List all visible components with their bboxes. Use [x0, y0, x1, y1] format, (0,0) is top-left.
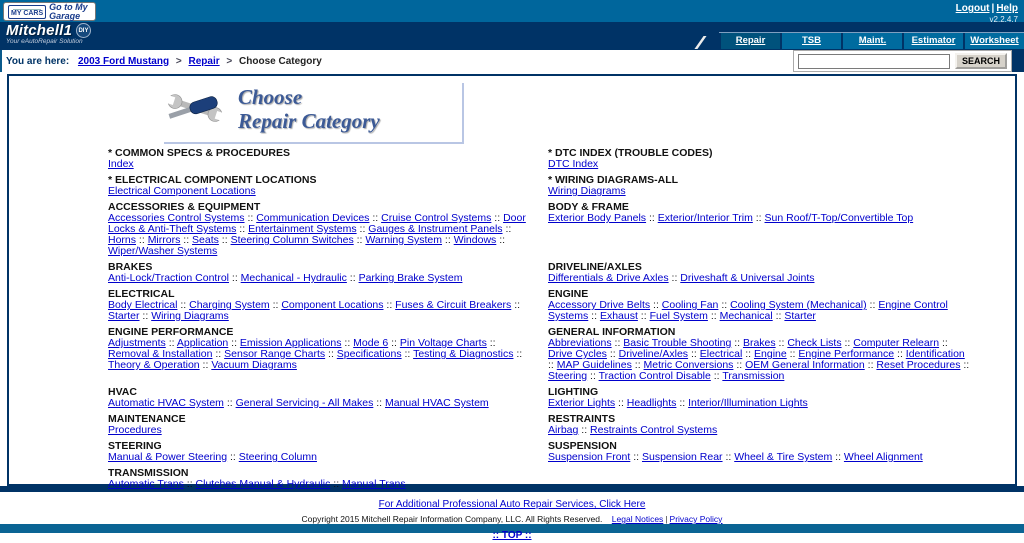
- category-link[interactable]: Computer Relearn: [853, 337, 940, 349]
- category-header: SUSPENSION: [548, 440, 617, 452]
- category-links: [108, 452, 533, 463]
- category-section: [548, 327, 973, 382]
- category-link[interactable]: Manual HVAC System: [385, 397, 489, 409]
- category-link[interactable]: Wiring Diagrams: [548, 185, 626, 197]
- link-separator: ::: [236, 223, 249, 235]
- category-link[interactable]: Windows: [453, 234, 497, 246]
- category-section: [108, 441, 533, 463]
- category-header: BODY & FRAME: [548, 201, 629, 213]
- category-section: [108, 468, 533, 490]
- link-divider: |: [991, 3, 995, 14]
- logout-link[interactable]: Logout: [955, 3, 990, 14]
- link-separator: ::: [199, 359, 212, 371]
- category-links: [108, 425, 533, 436]
- category-link[interactable]: Anti-Lock/Traction Control: [108, 272, 229, 284]
- link-separator: ::: [606, 348, 619, 360]
- category-links: [548, 425, 973, 436]
- category-link[interactable]: Starter: [108, 310, 140, 322]
- category-link[interactable]: Charging System: [189, 299, 270, 311]
- category-links: [108, 300, 533, 322]
- link-separator: ::: [486, 337, 496, 349]
- category-link[interactable]: Application: [176, 337, 229, 349]
- category-header: MAINTENANCE: [108, 413, 186, 425]
- tab-maint[interactable]: Maint.: [843, 33, 902, 49]
- link-separator: ::: [707, 310, 720, 322]
- link-separator: ::: [383, 299, 396, 311]
- category-link[interactable]: Exterior Body Panels: [548, 212, 647, 224]
- category-link[interactable]: Door Locks & Anti-Theft Systems: [108, 212, 526, 235]
- category-header: BRAKES: [108, 261, 153, 273]
- primary-tabs: [699, 32, 1024, 49]
- category-link[interactable]: Cooling System (Mechanical): [730, 299, 867, 311]
- category-link[interactable]: Driveshaft & Universal Joints: [680, 272, 815, 284]
- category-link[interactable]: Wiper/Washer Systems: [108, 245, 218, 257]
- link-separator: ::: [229, 272, 241, 284]
- link-separator: ::: [578, 424, 591, 436]
- category-link[interactable]: Wiring Diagrams: [151, 310, 229, 322]
- link-separator: ::: [894, 348, 906, 360]
- category-link[interactable]: Transmission: [722, 370, 785, 382]
- category-link[interactable]: Removal & Installation: [108, 348, 213, 360]
- category-link[interactable]: Accessories Control Systems: [108, 212, 245, 224]
- garage-button-label: Go to My Garage: [49, 1, 88, 21]
- link-separator: ::: [668, 272, 681, 284]
- category-section: [548, 289, 973, 322]
- category-section: [108, 327, 533, 382]
- category-link[interactable]: Steering Column: [238, 451, 317, 463]
- link-separator: ::: [491, 212, 504, 224]
- category-header: ACCESSORIES & EQUIPMENT: [108, 201, 261, 213]
- category-link[interactable]: Emission Applications: [239, 337, 342, 349]
- mitchell1-logo[interactable]: [6, 22, 91, 45]
- back-to-top-link[interactable]: :: TOP ::: [492, 530, 532, 541]
- category-link[interactable]: Suspension Front: [548, 451, 631, 463]
- link-separator: ::: [139, 310, 152, 322]
- category-section: [108, 289, 533, 322]
- category-link[interactable]: Body Electrical: [108, 299, 178, 311]
- link-separator: ::: [646, 212, 658, 224]
- link-separator: ::: [710, 370, 723, 382]
- link-separator: ::: [786, 348, 799, 360]
- link-separator: ::: [341, 337, 354, 349]
- category-link[interactable]: DTC Index: [548, 158, 599, 170]
- category-link[interactable]: Manual Trans: [342, 478, 406, 490]
- link-separator: ::: [330, 478, 343, 490]
- breadcrumb-bar: [0, 50, 1024, 72]
- category-links: [108, 398, 533, 409]
- tab-tsb[interactable]: TSB: [782, 33, 841, 49]
- link-separator: ::: [369, 212, 382, 224]
- category-section: [108, 175, 533, 197]
- tab-slash-decoration: [694, 36, 713, 49]
- category-header: ENGINE: [548, 288, 589, 300]
- tab-repair[interactable]: Repair: [721, 33, 780, 49]
- link-separator: ::: [356, 223, 369, 235]
- category-link[interactable]: Fuses & Circuit Breakers: [395, 299, 512, 311]
- link-separator: ::: [223, 397, 236, 409]
- category-link[interactable]: Airbag: [548, 424, 579, 436]
- link-separator: ::: [615, 397, 627, 409]
- category-link[interactable]: Gauges & Instrument Panels: [368, 223, 503, 235]
- category-section: [108, 262, 533, 284]
- category-link[interactable]: Engine: [754, 348, 787, 360]
- link-separator: ::: [373, 397, 385, 409]
- link-separator: ::: [183, 478, 196, 490]
- category-link[interactable]: Driveline/Axles: [618, 348, 689, 360]
- category-links: [548, 159, 973, 170]
- category-header: LIGHTING: [548, 386, 599, 398]
- category-link[interactable]: Sun Roof/T-Top/Convertible Top: [764, 212, 914, 224]
- category-section: [108, 202, 533, 257]
- page-title: [238, 85, 380, 133]
- link-separator: ::: [388, 337, 400, 349]
- category-section: [108, 414, 533, 436]
- breadcrumb-current-page: Choose Category: [239, 55, 322, 67]
- page-title-line2: Repair Category: [238, 109, 380, 133]
- category-link[interactable]: Interior/Illumination Lights: [688, 397, 808, 409]
- category-link[interactable]: Starter: [784, 310, 816, 322]
- tab-estimator[interactable]: Estimator: [904, 33, 963, 49]
- breadcrumb: [2, 56, 322, 67]
- category-link[interactable]: Traction Control Disable: [598, 370, 711, 382]
- category-link[interactable]: Abbreviations: [548, 337, 612, 349]
- link-separator: ::: [511, 299, 521, 311]
- category-link[interactable]: Check Lists: [787, 337, 842, 349]
- category-link[interactable]: Mechanical: [719, 310, 773, 322]
- link-separator: ::: [228, 337, 240, 349]
- category-link[interactable]: Exhaust: [599, 310, 638, 322]
- category-link[interactable]: Exterior Lights: [548, 397, 616, 409]
- link-separator: ::: [832, 451, 844, 463]
- category-link[interactable]: Warning System: [365, 234, 443, 246]
- copyright-line: [0, 514, 1024, 524]
- category-section: [548, 414, 973, 436]
- breadcrumb-vehicle-link[interactable]: 2003 Ford Mustang: [77, 55, 170, 67]
- category-link[interactable]: Metric Conversions: [643, 359, 734, 371]
- privacy-policy-link[interactable]: Privacy Policy: [669, 514, 723, 524]
- category-links: [548, 186, 973, 197]
- link-separator: ::: [548, 359, 557, 371]
- logo-tagline: Your eAutoRepair Solution: [6, 38, 83, 45]
- category-link[interactable]: Cruise Control Systems: [381, 212, 492, 224]
- link-separator: ::: [244, 212, 257, 224]
- category-section: [108, 148, 533, 170]
- main-content: [0, 72, 1024, 490]
- category-link[interactable]: Horns: [108, 234, 137, 246]
- link-separator: ::: [772, 310, 785, 322]
- category-header: ENGINE PERFORMANCE: [108, 326, 234, 338]
- tab-worksheet[interactable]: Worksheet: [965, 33, 1024, 49]
- category-header: RESTRAINTS: [548, 413, 616, 425]
- link-separator: ::: [588, 310, 600, 322]
- link-separator: ::: [165, 337, 177, 349]
- go-to-my-garage-button[interactable]: [3, 2, 96, 21]
- link-separator: ::: [775, 337, 788, 349]
- category-link[interactable]: Cooling Fan: [661, 299, 719, 311]
- help-link[interactable]: Help: [996, 3, 1018, 14]
- category-link[interactable]: Exterior/Interior Trim: [657, 212, 753, 224]
- link-separator: ::: [733, 359, 746, 371]
- category-header: * DTC INDEX (TROUBLE CODES): [548, 147, 713, 159]
- link-separator: ::: [227, 451, 239, 463]
- page-title-line1: Choose: [238, 85, 303, 109]
- category-link[interactable]: Reset Procedures: [876, 359, 961, 371]
- category-link[interactable]: Drive Cycles: [548, 348, 607, 360]
- page-title-graphic: [164, 83, 464, 144]
- link-separator: ::: [650, 299, 662, 311]
- category-header: HVAC: [108, 386, 137, 398]
- category-links: [548, 273, 973, 284]
- breadcrumb-repair-link[interactable]: Repair: [188, 55, 220, 67]
- category-panel: [7, 74, 1017, 490]
- breadcrumb-separator: >: [175, 55, 182, 67]
- my-cars-plate-icon: [8, 5, 46, 19]
- diy-badge-icon: DIY: [76, 23, 91, 38]
- category-link[interactable]: Manual & Power Steering: [108, 451, 228, 463]
- category-link[interactable]: Communication Devices: [256, 212, 370, 224]
- category-link[interactable]: Mechanical - Hydraulic: [240, 272, 347, 284]
- category-link[interactable]: Headlights: [626, 397, 677, 409]
- category-link[interactable]: Pin Voltage Charts: [399, 337, 487, 349]
- category-link[interactable]: Accessory Drive Belts: [548, 299, 651, 311]
- category-link[interactable]: Wheel & Tire System: [734, 451, 833, 463]
- category-section: [548, 262, 973, 284]
- right-edge-decoration: [1012, 50, 1024, 72]
- link-separator: ::: [752, 212, 765, 224]
- category-link[interactable]: Sensor Range Charts: [224, 348, 326, 360]
- category-header: TRANSMISSION: [108, 467, 189, 479]
- category-link[interactable]: Steering Column Switches: [230, 234, 354, 246]
- tab-bar: [719, 32, 1024, 49]
- mitchell1-logo-text: Mitchell1: [6, 22, 72, 39]
- link-separator: ::: [218, 234, 231, 246]
- category-link[interactable]: Identification: [905, 348, 965, 360]
- category-link[interactable]: Differentials & Drive Axles: [548, 272, 669, 284]
- brand-bar: [0, 22, 1024, 50]
- category-link[interactable]: Theory & Operation: [108, 359, 200, 371]
- category-links: [108, 159, 533, 170]
- link-separator: ::: [718, 299, 731, 311]
- additional-services-link[interactable]: For Additional Professional Auto Repair Services, Click Here: [378, 499, 646, 510]
- category-link[interactable]: General Servicing - All Makes: [235, 397, 374, 409]
- link-separator: ::: [353, 234, 366, 246]
- link-separator: ::: [401, 348, 414, 360]
- footer: [0, 492, 1024, 541]
- category-links: [108, 186, 533, 197]
- link-separator: ::: [180, 234, 193, 246]
- session-links: [956, 3, 1018, 24]
- my-cars-plate-label: MY CARS: [11, 9, 44, 17]
- footer-link-divider: |: [665, 514, 668, 524]
- link-separator: ::: [136, 234, 148, 246]
- link-separator: ::: [960, 359, 970, 371]
- category-link[interactable]: Index: [108, 158, 134, 170]
- category-header: STEERING: [108, 440, 162, 452]
- link-separator: ::: [866, 299, 879, 311]
- link-separator: ::: [637, 310, 650, 322]
- link-separator: ::: [630, 451, 642, 463]
- link-separator: ::: [731, 337, 743, 349]
- link-separator: ::: [631, 359, 644, 371]
- category-link[interactable]: Mirrors: [147, 234, 181, 246]
- category-section: [548, 175, 973, 197]
- category-link[interactable]: Brakes: [742, 337, 776, 349]
- category-link[interactable]: Vacuum Diagrams: [211, 359, 297, 371]
- category-links: [108, 479, 533, 490]
- link-separator: ::: [513, 348, 523, 360]
- category-link[interactable]: Electrical: [699, 348, 743, 360]
- category-links: [548, 338, 973, 382]
- category-link[interactable]: MAP Guidelines: [556, 359, 632, 371]
- link-separator: ::: [502, 223, 512, 235]
- search-button[interactable]: SEARCH: [955, 53, 1007, 69]
- category-links: [108, 213, 533, 257]
- category-links: [548, 398, 973, 409]
- link-separator: ::: [325, 348, 337, 360]
- category-header: ELECTRICAL: [108, 288, 175, 300]
- category-links: [108, 273, 533, 284]
- search-input[interactable]: [798, 54, 950, 69]
- category-link[interactable]: Mode 6: [353, 337, 389, 349]
- category-links: [548, 300, 973, 322]
- link-separator: ::: [611, 337, 624, 349]
- link-separator: ::: [587, 370, 599, 382]
- category-link[interactable]: Component Locations: [281, 299, 384, 311]
- category-link[interactable]: Basic Trouble Shooting: [623, 337, 732, 349]
- category-header: GENERAL INFORMATION: [548, 326, 676, 338]
- category-link[interactable]: Suspension Rear: [641, 451, 723, 463]
- link-separator: ::: [864, 359, 877, 371]
- category-header: * COMMON SPECS & PROCEDURES: [108, 147, 291, 159]
- category-section: [548, 148, 973, 170]
- category-link[interactable]: Procedures: [108, 424, 162, 436]
- breadcrumb-separator: >: [226, 55, 233, 67]
- link-separator: ::: [676, 397, 689, 409]
- category-link[interactable]: Testing & Diagnostics: [413, 348, 514, 360]
- search-zone: [793, 50, 1012, 72]
- category-link[interactable]: Steering: [548, 370, 588, 382]
- category-section-empty: [548, 468, 973, 490]
- category-header: * WIRING DIAGRAMS-ALL: [548, 174, 679, 186]
- category-links: [108, 338, 533, 371]
- category-header: * ELECTRICAL COMPONENT LOCATIONS: [108, 174, 317, 186]
- category-link[interactable]: Automatic Trans: [108, 478, 184, 490]
- category-section: [108, 387, 533, 409]
- link-separator: ::: [346, 272, 359, 284]
- category-links: [548, 213, 973, 224]
- category-link[interactable]: Adjustments: [108, 337, 166, 349]
- category-link[interactable]: Automatic HVAC System: [108, 397, 224, 409]
- breadcrumb-prefix: You are here:: [6, 55, 70, 67]
- category-section: [548, 202, 973, 257]
- category-link[interactable]: Restraints Control Systems: [590, 424, 718, 436]
- category-section: [548, 441, 973, 463]
- legal-notices-link[interactable]: Legal Notices: [611, 514, 664, 524]
- link-separator: ::: [742, 348, 755, 360]
- version-label: v2.2.4.7: [989, 15, 1018, 24]
- link-separator: ::: [496, 234, 506, 246]
- category-link[interactable]: Engine Control Systems: [548, 299, 948, 322]
- category-link[interactable]: Wheel Alignment: [843, 451, 923, 463]
- category-link[interactable]: OEM General Information: [745, 359, 865, 371]
- link-separator: ::: [688, 348, 700, 360]
- category-link[interactable]: Entertainment Systems: [248, 223, 357, 235]
- category-link[interactable]: Seats: [192, 234, 219, 246]
- category-links: [548, 452, 973, 463]
- link-separator: ::: [269, 299, 282, 311]
- category-grid: [9, 148, 1015, 495]
- category-link[interactable]: Engine Performance: [798, 348, 895, 360]
- category-section: [548, 387, 973, 409]
- link-separator: ::: [212, 348, 225, 360]
- link-separator: ::: [939, 337, 948, 349]
- category-link[interactable]: Specifications: [336, 348, 402, 360]
- link-separator: ::: [722, 451, 735, 463]
- copyright-text: Copyright 2015 Mitchell Repair Information Company, LLC. All Rights Reserved.: [301, 514, 603, 524]
- top-utility-bar: [0, 0, 1024, 22]
- link-separator: ::: [177, 299, 190, 311]
- category-link[interactable]: Electrical Component Locations: [108, 185, 256, 197]
- category-header: DRIVELINE/AXLES: [548, 261, 642, 273]
- category-link[interactable]: Parking Brake System: [358, 272, 463, 284]
- link-separator: ::: [442, 234, 454, 246]
- category-link[interactable]: Clutches Manual & Hydraulic: [195, 478, 331, 490]
- tools-icon: [164, 85, 226, 136]
- category-link[interactable]: Fuel System: [649, 310, 708, 322]
- link-separator: ::: [841, 337, 854, 349]
